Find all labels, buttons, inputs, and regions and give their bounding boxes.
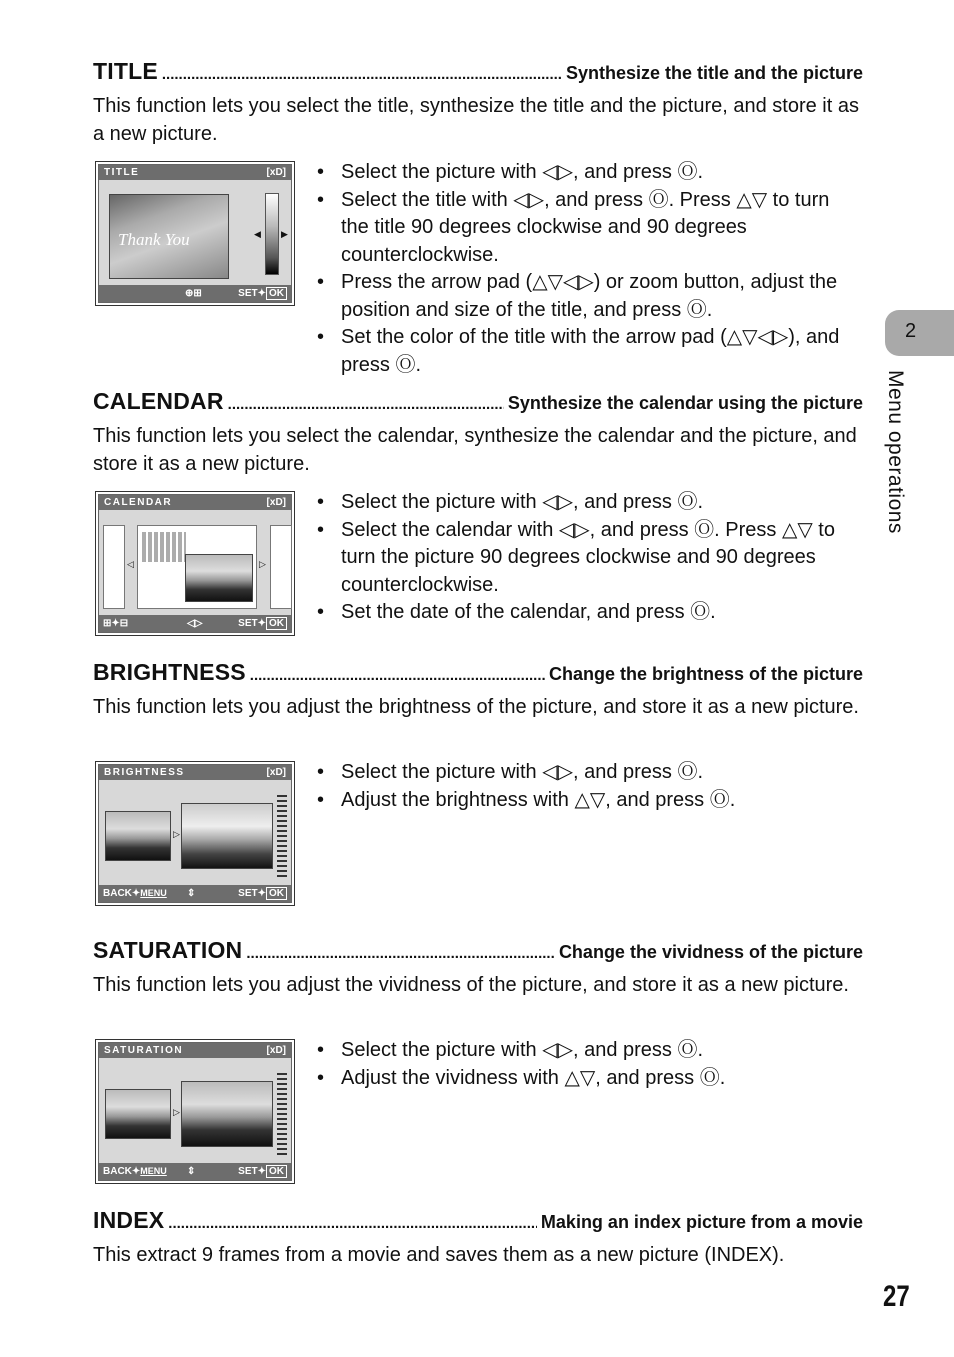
section-intro: This function lets you adjust the brightness of the picture, and store it as a new picture. [93, 696, 859, 718]
section-subtitle: Change the vividness of the picture [558, 942, 863, 962]
section-title [93, 58, 863, 148]
next-calendar-thumb [270, 525, 292, 609]
updown-icon: ⇕ [187, 888, 196, 899]
adjusted-photo [181, 803, 273, 869]
calendar-instructions [315, 489, 855, 627]
page-number: 27 [883, 1280, 910, 1313]
section-subtitle: Change the brightness of the picture [548, 664, 863, 684]
move-icon: ⊕⊞ [185, 288, 202, 299]
arrow-right-icon: ▶ [281, 229, 288, 239]
camera-screen-title [95, 161, 295, 306]
list-item: • Adjust the vividness with △▽, and press Ⓞ. [315, 1065, 855, 1093]
select-icon: ◁▷ [187, 618, 203, 629]
screen-inner [98, 494, 292, 633]
menu-badge: MENU [140, 888, 167, 898]
list-item: • Select the picture with ◁▷, and press Ⓞ. [315, 759, 855, 787]
screen-footer [99, 1163, 291, 1180]
section-calendar [93, 388, 863, 478]
screen-inner [98, 1042, 292, 1181]
arrow-left-icon: ◀ [254, 229, 261, 239]
set-hint: SET✦ OK [238, 1163, 287, 1180]
screen-label: CALENDAR [104, 497, 173, 508]
original-photo [105, 811, 171, 861]
card-indicator: [xD] [266, 167, 286, 178]
section-header [93, 659, 863, 689]
screen-footer [99, 615, 291, 632]
screen-label: BRIGHTNESS [104, 767, 185, 778]
list-item: • Select the picture with ◁▷, and press Ⓞ. [315, 159, 855, 187]
screen-inner [98, 164, 292, 303]
camera-screen-calendar [95, 491, 295, 636]
ok-badge: OK [266, 617, 287, 630]
section-heading: INDEX [93, 1207, 165, 1233]
adjusted-photo [181, 1081, 273, 1147]
section-saturation [93, 937, 863, 999]
ok-badge: OK [266, 887, 287, 900]
section-heading: SATURATION [93, 937, 243, 963]
arrow-right-icon: ▷ [173, 829, 180, 839]
saturation-slider [277, 1073, 287, 1155]
saturation-instructions [315, 1037, 855, 1092]
screen-label: SATURATION [104, 1045, 184, 1056]
section-heading: BRIGHTNESS [93, 659, 246, 685]
set-hint: SET✦ OK [238, 285, 287, 302]
list-item: • Adjust the brightness with △▽, and press Ⓞ. [315, 787, 855, 815]
set-hint: SET✦ OK [238, 615, 287, 632]
brightness-slider [277, 795, 287, 877]
section-header [93, 388, 863, 418]
section-subtitle: Synthesize the title and the picture [565, 63, 863, 83]
prev-calendar-thumb [103, 525, 125, 609]
title-instructions [315, 159, 855, 379]
back-hint: BACK✦MENU [103, 888, 167, 899]
arrow-right-icon: ▷ [173, 1107, 180, 1117]
leader-dots [168, 1215, 537, 1232]
screen-label: TITLE [104, 167, 140, 178]
original-photo [105, 1089, 171, 1139]
leader-dots [162, 66, 562, 83]
arrow-left-icon: ◁ [127, 559, 134, 569]
chapter-label-text: Menu operations [884, 370, 907, 534]
set-hint: SET✦ OK [238, 885, 287, 902]
list-item: • Select the picture with ◁▷, and press Ⓞ. [315, 1037, 855, 1065]
screen-inner [98, 764, 292, 903]
leader-dots [228, 396, 504, 413]
section-header [93, 937, 863, 967]
calendar-photo [185, 554, 253, 602]
rotate-icon: ⊞✦⊟ [103, 618, 129, 629]
list-item: • Select the title with ◁▷, and press Ⓞ. Press △▽ to turn the title 90 degrees clockwise and 90 degrees counterclockwise. [315, 187, 855, 270]
chapter-tab [885, 310, 954, 356]
section-header [93, 1207, 863, 1237]
camera-screen-saturation [95, 1039, 295, 1184]
updown-icon: ⇕ [187, 1166, 196, 1177]
arrow-right-icon: ▷ [259, 559, 266, 569]
section-subtitle: Making an index picture from a movie [540, 1212, 863, 1232]
brightness-instructions [315, 759, 855, 814]
title-overlay: Thank You [118, 230, 190, 249]
screen-footer [99, 285, 291, 302]
section-intro: This function lets you select the title, synthesize the title and the picture, and store it as a new picture. [93, 95, 859, 145]
section-intro: This function lets you select the calendar, synthesize the calendar and the picture, and store it as a new picture. [93, 425, 857, 475]
list-item: • Set the color of the title with the arrow pad (△▽◁▷), and press Ⓞ. [315, 324, 855, 379]
list-item: • Select the picture with ◁▷, and press Ⓞ. [315, 489, 855, 517]
card-indicator: [xD] [266, 1045, 286, 1056]
section-subtitle: Synthesize the calendar using the picture [507, 393, 863, 413]
back-hint: BACK✦MENU [103, 1166, 167, 1177]
ok-badge: OK [266, 287, 287, 300]
color-scale [265, 193, 279, 275]
chapter-label [883, 370, 933, 550]
screen-header [99, 765, 291, 780]
calendar-preview [137, 525, 257, 609]
screen-header [99, 165, 291, 180]
card-indicator: [xD] [266, 767, 286, 778]
leader-dots [250, 667, 545, 684]
section-heading: CALENDAR [93, 388, 224, 414]
section-heading: TITLE [93, 58, 158, 84]
calendar-grid [142, 532, 186, 562]
section-intro: This extract 9 frames from a movie and saves them as a new picture (INDEX). [93, 1244, 785, 1266]
card-indicator: [xD] [266, 497, 286, 508]
preview-photo [109, 194, 229, 279]
screen-header [99, 495, 291, 510]
ok-badge: OK [266, 1165, 287, 1178]
leader-dots [246, 945, 555, 962]
chapter-number: 2 [905, 320, 917, 342]
list-item: • Set the date of the calendar, and press Ⓞ. [315, 599, 855, 627]
list-item: • Press the arrow pad (△▽◁▷) or zoom button, adjust the position and size of the title, and press Ⓞ. [315, 269, 855, 324]
camera-screen-brightness [95, 761, 295, 906]
section-header [93, 58, 863, 88]
list-item: • Select the calendar with ◁▷, and press Ⓞ. Press △▽ to turn the picture 90 degrees clockwise and 90 degrees counterclockwise. [315, 517, 855, 600]
menu-badge: MENU [140, 1166, 167, 1176]
screen-header [99, 1043, 291, 1058]
screen-footer [99, 885, 291, 902]
section-brightness [93, 659, 863, 721]
section-index [93, 1207, 863, 1269]
section-intro: This function lets you adjust the vividness of the picture, and store it as a new picture. [93, 974, 849, 996]
